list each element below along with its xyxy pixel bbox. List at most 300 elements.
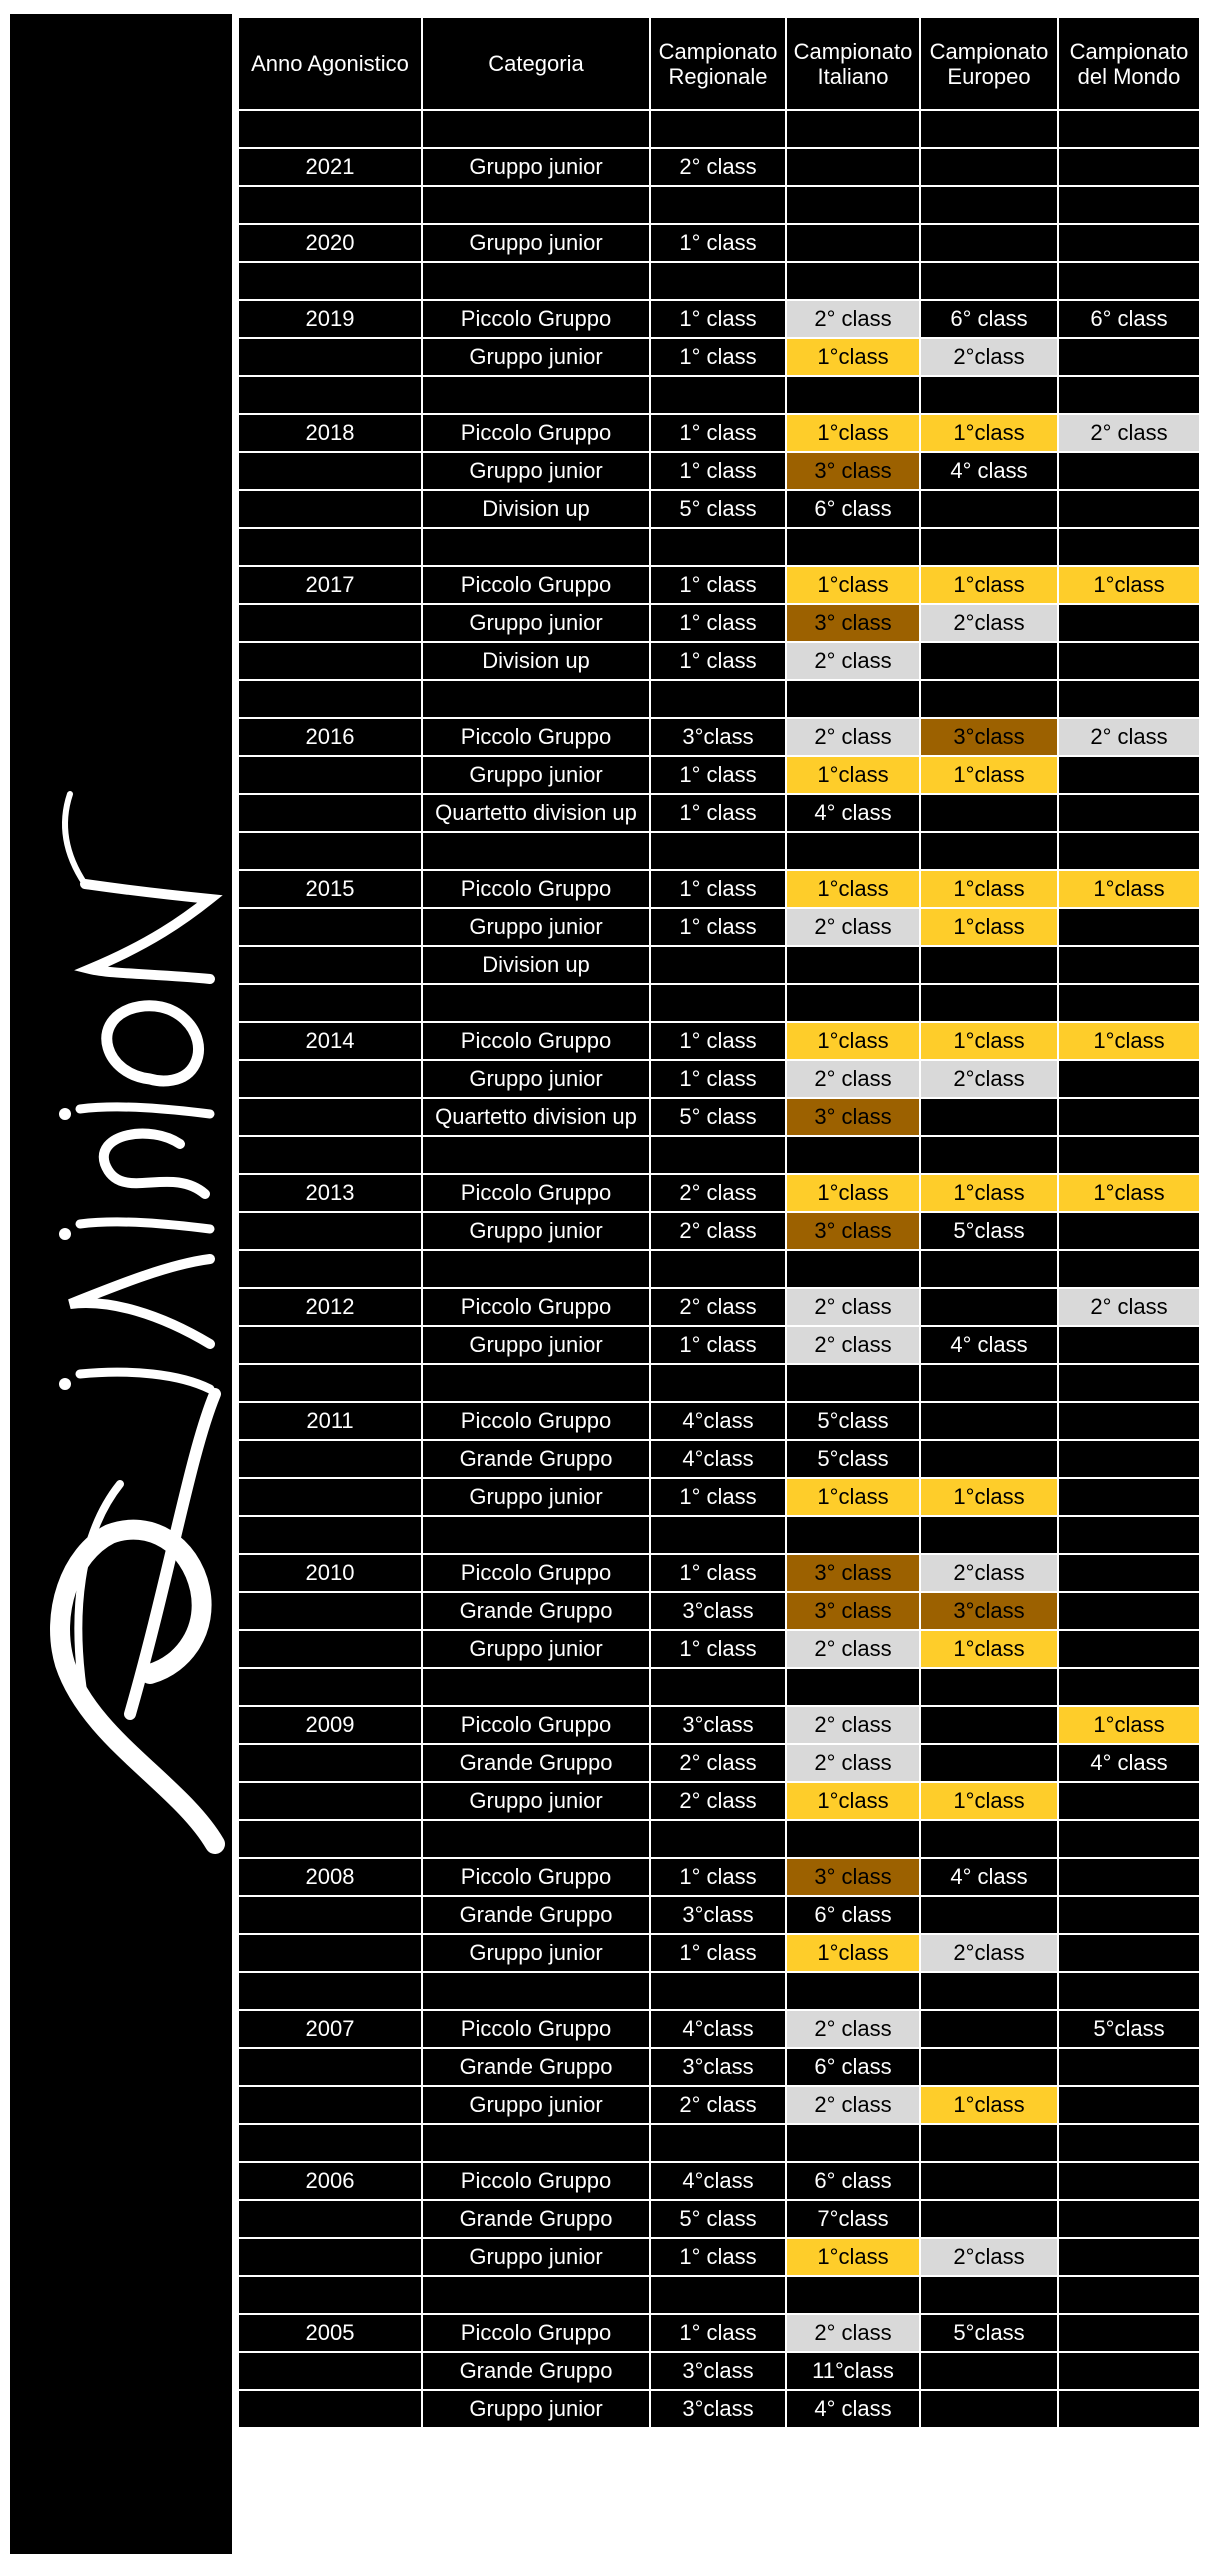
cell-mondo: 2° class [1058,718,1200,756]
cell-categoria [422,680,650,718]
cell-europeo [920,1288,1058,1326]
cell-anno: 2017 [238,566,422,604]
cell-mondo [1058,148,1200,186]
cell-anno [238,1212,422,1250]
cell-anno [238,452,422,490]
cell-europeo [920,832,1058,870]
cell-europeo: 4° class [920,452,1058,490]
cell-europeo [920,490,1058,528]
table-row [238,870,1200,908]
table-row [238,376,1200,414]
cell-anno [238,2124,422,2162]
cell-regionale [650,984,786,1022]
cell-anno [238,1516,422,1554]
table-row [238,1250,1200,1288]
cell-regionale: 5° class [650,2200,786,2238]
cell-italiano: 1°class [786,756,920,794]
cell-mondo [1058,2352,1200,2390]
cell-regionale: 1° class [650,2314,786,2352]
cell-italiano [786,528,920,566]
cell-italiano: 6° class [786,1896,920,1934]
cell-categoria: Piccolo Gruppo [422,2314,650,2352]
table-row [238,946,1200,984]
cell-italiano: 1°class [786,1478,920,1516]
cell-categoria: Gruppo junior [422,908,650,946]
table-row [238,338,1200,376]
cell-europeo: 1°class [920,1478,1058,1516]
table-row [238,1630,1200,1668]
cell-italiano: 3° class [786,1098,920,1136]
cell-mondo [1058,2238,1200,2276]
cell-italiano: 1°class [786,1782,920,1820]
table-row [238,2238,1200,2276]
cell-regionale: 1° class [650,1326,786,1364]
cell-europeo: 1°class [920,2086,1058,2124]
cell-europeo [920,528,1058,566]
cell-europeo: 4° class [920,1858,1058,1896]
cell-mondo [1058,1554,1200,1592]
cell-italiano: 1°class [786,1174,920,1212]
cell-mondo [1058,1896,1200,1934]
cell-mondo: 1°class [1058,1022,1200,1060]
cell-mondo [1058,1858,1200,1896]
cell-categoria: Grande Gruppo [422,1440,650,1478]
cell-italiano: 1°class [786,1934,920,1972]
cell-europeo: 1°class [920,1022,1058,1060]
cell-italiano: 2° class [786,1326,920,1364]
cell-europeo [920,2010,1058,2048]
cell-anno: 2005 [238,2314,422,2352]
cell-regionale [650,1820,786,1858]
results-table [237,16,1201,2429]
cell-anno: 2006 [238,2162,422,2200]
cell-anno: 2012 [238,1288,422,1326]
table-row [238,1516,1200,1554]
cell-italiano: 2° class [786,2010,920,2048]
cell-regionale [650,376,786,414]
cell-europeo [920,376,1058,414]
cell-europeo [920,224,1058,262]
cell-anno [238,1364,422,1402]
table-row [238,680,1200,718]
table-row [238,2352,1200,2390]
cell-categoria: Gruppo junior [422,148,650,186]
cell-regionale: 2° class [650,1174,786,1212]
cell-anno [238,376,422,414]
cell-italiano [786,224,920,262]
cell-regionale [650,946,786,984]
table-row [238,148,1200,186]
cell-mondo [1058,2124,1200,2162]
cell-europeo: 2°class [920,338,1058,376]
cell-mondo [1058,2086,1200,2124]
cell-europeo: 3°class [920,718,1058,756]
cell-italiano: 2° class [786,1744,920,1782]
cell-anno [238,1326,422,1364]
cell-regionale: 1° class [650,414,786,452]
table-row [238,566,1200,604]
cell-mondo [1058,1326,1200,1364]
cell-italiano: 5°class [786,1440,920,1478]
cell-italiano [786,2124,920,2162]
cell-regionale [650,186,786,224]
cell-italiano [786,1516,920,1554]
cell-anno [238,984,422,1022]
cell-italiano: 2° class [786,1706,920,1744]
cell-anno [238,2086,422,2124]
cell-mondo [1058,2162,1200,2200]
cell-categoria [422,1972,650,2010]
cell-anno [238,832,422,870]
cell-categoria [422,1820,650,1858]
cell-regionale: 1° class [650,604,786,642]
cell-regionale [650,832,786,870]
cell-italiano [786,1820,920,1858]
cell-categoria: Quartetto division up [422,794,650,832]
cell-regionale: 1° class [650,1022,786,1060]
table-row [238,1136,1200,1174]
cell-categoria: Gruppo junior [422,2238,650,2276]
cell-europeo: 1°class [920,870,1058,908]
cell-mondo [1058,186,1200,224]
cell-anno [238,338,422,376]
cell-europeo [920,2200,1058,2238]
cell-categoria: Piccolo Gruppo [422,718,650,756]
table-row [238,1364,1200,1402]
cell-italiano: 5°class [786,1402,920,1440]
table-row [238,1212,1200,1250]
cell-categoria: Piccolo Gruppo [422,300,650,338]
cell-regionale: 1° class [650,1554,786,1592]
cell-anno [238,2390,422,2428]
cell-mondo [1058,1402,1200,1440]
cell-italiano: 2° class [786,1288,920,1326]
table-row [238,1706,1200,1744]
cell-europeo: 1°class [920,1630,1058,1668]
header-regionale: Campionato Regionale [650,17,786,110]
cell-italiano: 3° class [786,1858,920,1896]
cell-italiano: 2° class [786,1630,920,1668]
cell-europeo: 1°class [920,1174,1058,1212]
cell-europeo [920,1516,1058,1554]
cell-europeo: 4° class [920,1326,1058,1364]
cell-europeo: 5°class [920,1212,1058,1250]
header-europeo: Campionato Europeo [920,17,1058,110]
table-row [238,1592,1200,1630]
cell-europeo [920,642,1058,680]
cell-mondo [1058,452,1200,490]
table-row [238,414,1200,452]
cell-anno [238,1478,422,1516]
cell-europeo: 5°class [920,2314,1058,2352]
table-row [238,1174,1200,1212]
table-row [238,1934,1200,1972]
cell-anno: 2015 [238,870,422,908]
cell-mondo [1058,2390,1200,2428]
cell-regionale: 4°class [650,2162,786,2200]
cell-europeo [920,2124,1058,2162]
cell-europeo [920,1136,1058,1174]
cell-europeo [920,680,1058,718]
cell-categoria [422,1136,650,1174]
cell-europeo [920,1098,1058,1136]
table-row [238,832,1200,870]
cell-anno [238,1744,422,1782]
cell-regionale [650,2276,786,2314]
cell-regionale: 3°class [650,1896,786,1934]
cell-categoria: Piccolo Gruppo [422,1022,650,1060]
division-logo [10,14,232,2554]
table-row [238,2390,1200,2428]
cell-italiano: 3° class [786,1554,920,1592]
cell-mondo [1058,1668,1200,1706]
table-row [238,1478,1200,1516]
cell-anno [238,528,422,566]
cell-anno: 2020 [238,224,422,262]
cell-europeo [920,946,1058,984]
table-row [238,2200,1200,2238]
cell-anno [238,1782,422,1820]
cell-mondo: 1°class [1058,566,1200,604]
cell-regionale: 1° class [650,338,786,376]
cell-categoria [422,110,650,148]
cell-anno [238,946,422,984]
cell-categoria: Grande Gruppo [422,2352,650,2390]
cell-mondo [1058,1250,1200,1288]
cell-categoria: Division up [422,490,650,528]
cell-regionale: 1° class [650,1630,786,1668]
cell-mondo [1058,1364,1200,1402]
cell-anno [238,1060,422,1098]
cell-mondo [1058,1592,1200,1630]
cell-mondo [1058,2276,1200,2314]
cell-europeo [920,2162,1058,2200]
cell-europeo: 1°class [920,1782,1058,1820]
cell-europeo [920,2276,1058,2314]
table-row [238,2162,1200,2200]
cell-italiano: 2° class [786,2086,920,2124]
cell-mondo [1058,338,1200,376]
cell-italiano [786,680,920,718]
cell-mondo [1058,1212,1200,1250]
table-row [238,1820,1200,1858]
cell-europeo [920,2352,1058,2390]
table-row [238,756,1200,794]
cell-regionale: 1° class [650,794,786,832]
cell-anno [238,794,422,832]
cell-anno [238,1250,422,1288]
table-row [238,1744,1200,1782]
cell-categoria: Grande Gruppo [422,2048,650,2086]
cell-regionale: 4°class [650,1440,786,1478]
cell-italiano: 1°class [786,870,920,908]
cell-italiano: 2° class [786,1060,920,1098]
cell-anno [238,1972,422,2010]
cell-mondo [1058,1478,1200,1516]
cell-regionale: 4°class [650,1402,786,1440]
cell-mondo [1058,490,1200,528]
cell-anno: 2014 [238,1022,422,1060]
cell-mondo [1058,2314,1200,2352]
table-row [238,2086,1200,2124]
cell-categoria: Gruppo junior [422,1630,650,1668]
cell-regionale: 1° class [650,2238,786,2276]
cell-categoria: Piccolo Gruppo [422,1706,650,1744]
cell-categoria [422,2276,650,2314]
cell-italiano: 1°class [786,338,920,376]
cell-anno [238,1136,422,1174]
table-body [238,110,1200,2428]
cell-italiano: 1°class [786,1022,920,1060]
cell-categoria: Gruppo junior [422,604,650,642]
cell-anno [238,2352,422,2390]
cell-regionale: 2° class [650,1288,786,1326]
cell-regionale: 3°class [650,1706,786,1744]
cell-mondo [1058,262,1200,300]
cell-anno: 2016 [238,718,422,756]
cell-anno: 2013 [238,1174,422,1212]
cell-regionale: 1° class [650,870,786,908]
cell-anno [238,2048,422,2086]
cell-italiano: 2° class [786,300,920,338]
cell-europeo [920,2390,1058,2428]
cell-mondo [1058,604,1200,642]
cell-italiano [786,1136,920,1174]
cell-categoria: Gruppo junior [422,1478,650,1516]
cell-italiano: 3° class [786,1592,920,1630]
cell-europeo: 2°class [920,1934,1058,1972]
cell-regionale: 1° class [650,452,786,490]
cell-mondo [1058,1630,1200,1668]
cell-italiano [786,946,920,984]
cell-italiano [786,376,920,414]
cell-categoria: Gruppo junior [422,1060,650,1098]
cell-anno: 2018 [238,414,422,452]
table-row [238,908,1200,946]
cell-mondo: 4° class [1058,1744,1200,1782]
table-row [238,1554,1200,1592]
cell-europeo [920,1820,1058,1858]
cell-regionale: 4°class [650,2010,786,2048]
cell-mondo [1058,528,1200,566]
table-row [238,490,1200,528]
cell-anno: 2008 [238,1858,422,1896]
table-row [238,186,1200,224]
cell-categoria: Piccolo Gruppo [422,2010,650,2048]
cell-europeo [920,1250,1058,1288]
cell-anno [238,604,422,642]
table-row [238,794,1200,832]
cell-europeo [920,2048,1058,2086]
table-row [238,1326,1200,1364]
cell-regionale: 1° class [650,908,786,946]
cell-europeo: 1°class [920,566,1058,604]
cell-europeo [920,984,1058,1022]
cell-regionale: 3°class [650,718,786,756]
cell-italiano: 7°class [786,2200,920,2238]
cell-regionale: 3°class [650,1592,786,1630]
cell-mondo [1058,756,1200,794]
table-row [238,1972,1200,2010]
cell-regionale: 3°class [650,2390,786,2428]
cell-categoria: Piccolo Gruppo [422,1174,650,1212]
cell-categoria: Gruppo junior [422,1782,650,1820]
cell-mondo [1058,946,1200,984]
cell-mondo [1058,2048,1200,2086]
cell-italiano: 4° class [786,2390,920,2428]
cell-regionale: 5° class [650,1098,786,1136]
cell-categoria: Gruppo junior [422,224,650,262]
cell-italiano: 2° class [786,642,920,680]
cell-europeo [920,1896,1058,1934]
cell-europeo [920,1440,1058,1478]
cell-categoria: Gruppo junior [422,2086,650,2124]
cell-europeo: 3°class [920,1592,1058,1630]
cell-categoria [422,528,650,566]
cell-europeo [920,1972,1058,2010]
cell-regionale: 1° class [650,300,786,338]
cell-regionale: 1° class [650,1858,786,1896]
cell-categoria: Grande Gruppo [422,1592,650,1630]
cell-mondo [1058,1934,1200,1972]
cell-europeo [920,1668,1058,1706]
cell-italiano: 3° class [786,604,920,642]
table-row [238,2124,1200,2162]
cell-europeo: 1°class [920,414,1058,452]
cell-anno: 2021 [238,148,422,186]
cell-italiano [786,1250,920,1288]
cell-categoria [422,262,650,300]
cell-categoria [422,1250,650,1288]
cell-regionale: 2° class [650,1782,786,1820]
cell-mondo [1058,1972,1200,2010]
cell-italiano [786,110,920,148]
cell-mondo: 1°class [1058,1706,1200,1744]
cell-europeo [920,262,1058,300]
cell-categoria: Gruppo junior [422,338,650,376]
cell-anno [238,110,422,148]
cell-anno [238,1934,422,1972]
cell-mondo [1058,224,1200,262]
cell-categoria [422,1668,650,1706]
cell-anno: 2009 [238,1706,422,1744]
cell-mondo [1058,1782,1200,1820]
cell-italiano [786,1364,920,1402]
table-row [238,1402,1200,1440]
cell-italiano [786,2276,920,2314]
cell-regionale: 1° class [650,756,786,794]
cell-categoria [422,1516,650,1554]
cell-regionale: 2° class [650,1212,786,1250]
table-row [238,2010,1200,2048]
cell-europeo [920,1706,1058,1744]
table-row [238,718,1200,756]
cell-italiano [786,984,920,1022]
cell-europeo [920,1402,1058,1440]
table-row [238,1668,1200,1706]
cell-regionale [650,1250,786,1288]
cell-mondo [1058,1060,1200,1098]
cell-regionale: 1° class [650,566,786,604]
table-row [238,1440,1200,1478]
cell-categoria: Piccolo Gruppo [422,1858,650,1896]
cell-mondo: 2° class [1058,414,1200,452]
cell-mondo: 1°class [1058,1174,1200,1212]
cell-europeo: 2°class [920,1554,1058,1592]
cell-italiano [786,1668,920,1706]
table-row [238,1288,1200,1326]
cell-categoria: Gruppo junior [422,1934,650,1972]
